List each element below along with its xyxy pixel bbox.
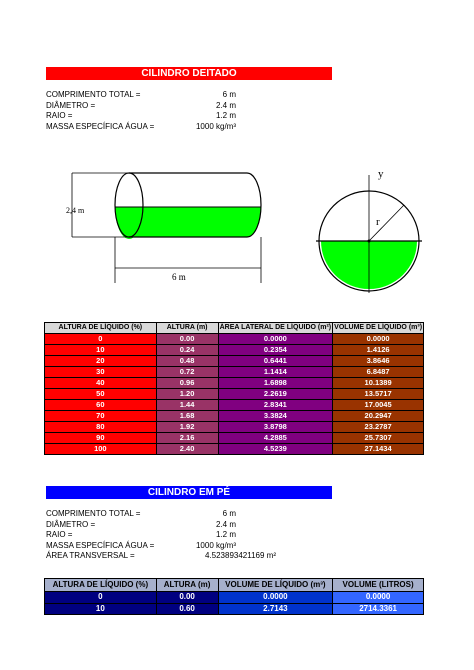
param-value: 4.523893421169 m² [204, 551, 276, 560]
table-cell: 4.2885 [218, 433, 333, 444]
param-row [46, 551, 276, 562]
table-cell: 40 [45, 378, 157, 389]
table-row [45, 592, 424, 604]
table-cell: 20.2947 [333, 411, 424, 422]
horizontal-cylinder-table [44, 322, 424, 455]
table-cell: 3.8798 [218, 422, 333, 433]
table-cell: 3.8646 [333, 356, 424, 367]
table-cell: 1.92 [156, 422, 218, 433]
table-cell: 1.4126 [333, 345, 424, 356]
table-cell: 0.0000 [218, 592, 333, 604]
table-cell: 10 [45, 603, 157, 615]
section1-title: CILINDRO DEITADO [46, 67, 332, 80]
section2-title: CILINDRO EM PÉ [46, 486, 332, 499]
axis-label: y [378, 168, 384, 180]
table-cell: 0.60 [156, 603, 218, 615]
table-cell: 50 [45, 389, 157, 400]
table-cell: 0.24 [156, 345, 218, 356]
param-label: COMPRIMENTO TOTAL = [46, 90, 141, 99]
table-row [45, 603, 424, 615]
param-value: 6 m [222, 509, 236, 518]
table-row [45, 378, 424, 389]
table-cell: 70 [45, 411, 157, 422]
param-row [46, 122, 236, 133]
col-header-volume-liters: VOLUME (LITROS) [333, 579, 424, 592]
param-value: 1.2 m [215, 111, 236, 120]
param-label: DIÂMETRO = [46, 100, 96, 110]
table-cell: 0.2354 [218, 345, 333, 356]
table-cell: 10 [45, 345, 157, 356]
table-cell: 25.7307 [333, 433, 424, 444]
param-value: 2.4 m [215, 519, 236, 529]
col-header-volume: VOLUME DE LÍQUIDO (m³) [333, 323, 424, 334]
table-cell: 0 [45, 334, 157, 345]
table-cell: 23.2787 [333, 422, 424, 433]
cross-section-diagram [312, 165, 427, 295]
param-row [46, 520, 236, 531]
param-row [46, 111, 236, 122]
vertical-cylinder-table [44, 578, 424, 615]
table-header-row [45, 579, 424, 592]
table-cell: 0.0000 [218, 334, 333, 345]
param-label: RAIO = [46, 111, 73, 120]
table-row [45, 433, 424, 444]
table-cell: 2.8341 [218, 400, 333, 411]
param-row [46, 530, 236, 541]
table-cell: 0.48 [156, 356, 218, 367]
table-header-row [45, 323, 424, 334]
table-cell: 2.7143 [218, 603, 333, 615]
length-label: 6 m [172, 272, 186, 282]
param-label: COMPRIMENTO TOTAL = [46, 509, 141, 518]
table-cell: 0 [45, 592, 157, 604]
param-label: MASSA ESPECÍFICA ÁGUA = [46, 540, 155, 550]
table-cell: 20 [45, 356, 157, 367]
table-cell: 0.0000 [333, 592, 424, 604]
col-header-height: ALTURA (m) [156, 579, 218, 592]
table-cell: 90 [45, 433, 157, 444]
table-cell: 2714.3361 [333, 603, 424, 615]
param-label: MASSA ESPECÍFICA ÁGUA = [46, 121, 155, 131]
table-row [45, 422, 424, 433]
table-cell: 0.00 [156, 592, 218, 604]
table-cell: 4.5239 [218, 444, 333, 455]
radius-label: r [376, 216, 380, 228]
table-cell: 2.16 [156, 433, 218, 444]
param-label: ÁREA TRANSVERSAL = [46, 551, 135, 560]
col-header-height-pct: ALTURA DE LÍQUIDO (%) [45, 579, 157, 592]
table-cell: 2.2619 [218, 389, 333, 400]
table-cell: 60 [45, 400, 157, 411]
table-cell: 6.8487 [333, 367, 424, 378]
table-row [45, 444, 424, 455]
table-row [45, 400, 424, 411]
table-cell: 80 [45, 422, 157, 433]
table-cell: 0.0000 [333, 334, 424, 345]
param-value: 1.2 m [215, 530, 236, 539]
table-row [45, 334, 424, 345]
table-cell: 0.96 [156, 378, 218, 389]
param-value: 1000 kg/m³ [195, 540, 236, 550]
table-row [45, 345, 424, 356]
table-row [45, 411, 424, 422]
param-row [46, 509, 236, 520]
section1-params [46, 90, 236, 132]
param-row [46, 541, 236, 552]
table-cell: 1.6898 [218, 378, 333, 389]
param-label: DIÂMETRO = [46, 519, 96, 529]
table-row [45, 356, 424, 367]
table-cell: 1.20 [156, 389, 218, 400]
table-cell: 30 [45, 367, 157, 378]
table-cell: 0.72 [156, 367, 218, 378]
table-cell: 1.44 [156, 400, 218, 411]
param-value: 1000 kg/m³ [195, 121, 236, 131]
param-value: 2.4 m [215, 100, 236, 110]
table-row [45, 367, 424, 378]
param-row [46, 101, 236, 112]
table-cell: 2.40 [156, 444, 218, 455]
table-cell: 0.00 [156, 334, 218, 345]
horizontal-cylinder-diagram [60, 165, 270, 290]
table-cell: 3.3824 [218, 411, 333, 422]
table-cell: 1.68 [156, 411, 218, 422]
table-cell: 0.6441 [218, 356, 333, 367]
col-header-volume-m3: VOLUME DE LÍQUIDO (m³) [218, 579, 333, 592]
table-cell: 1.1414 [218, 367, 333, 378]
table-cell: 10.1389 [333, 378, 424, 389]
param-label: RAIO = [46, 530, 73, 539]
param-row [46, 90, 236, 101]
table-cell: 27.1434 [333, 444, 424, 455]
table-cell: 17.0045 [333, 400, 424, 411]
section2-params [46, 509, 276, 562]
col-header-area: ÁREA LATERAL DE LÍQUIDO (m²) [218, 323, 333, 334]
col-header-height: ALTURA (m) [156, 323, 218, 334]
param-value: 6 m [222, 90, 236, 99]
table-cell: 13.5717 [333, 389, 424, 400]
height-label: 2,4 m [66, 206, 85, 215]
table-cell: 100 [45, 444, 157, 455]
table-row [45, 389, 424, 400]
col-header-height-pct: ALTURA DE LÍQUIDO (%) [45, 323, 157, 334]
